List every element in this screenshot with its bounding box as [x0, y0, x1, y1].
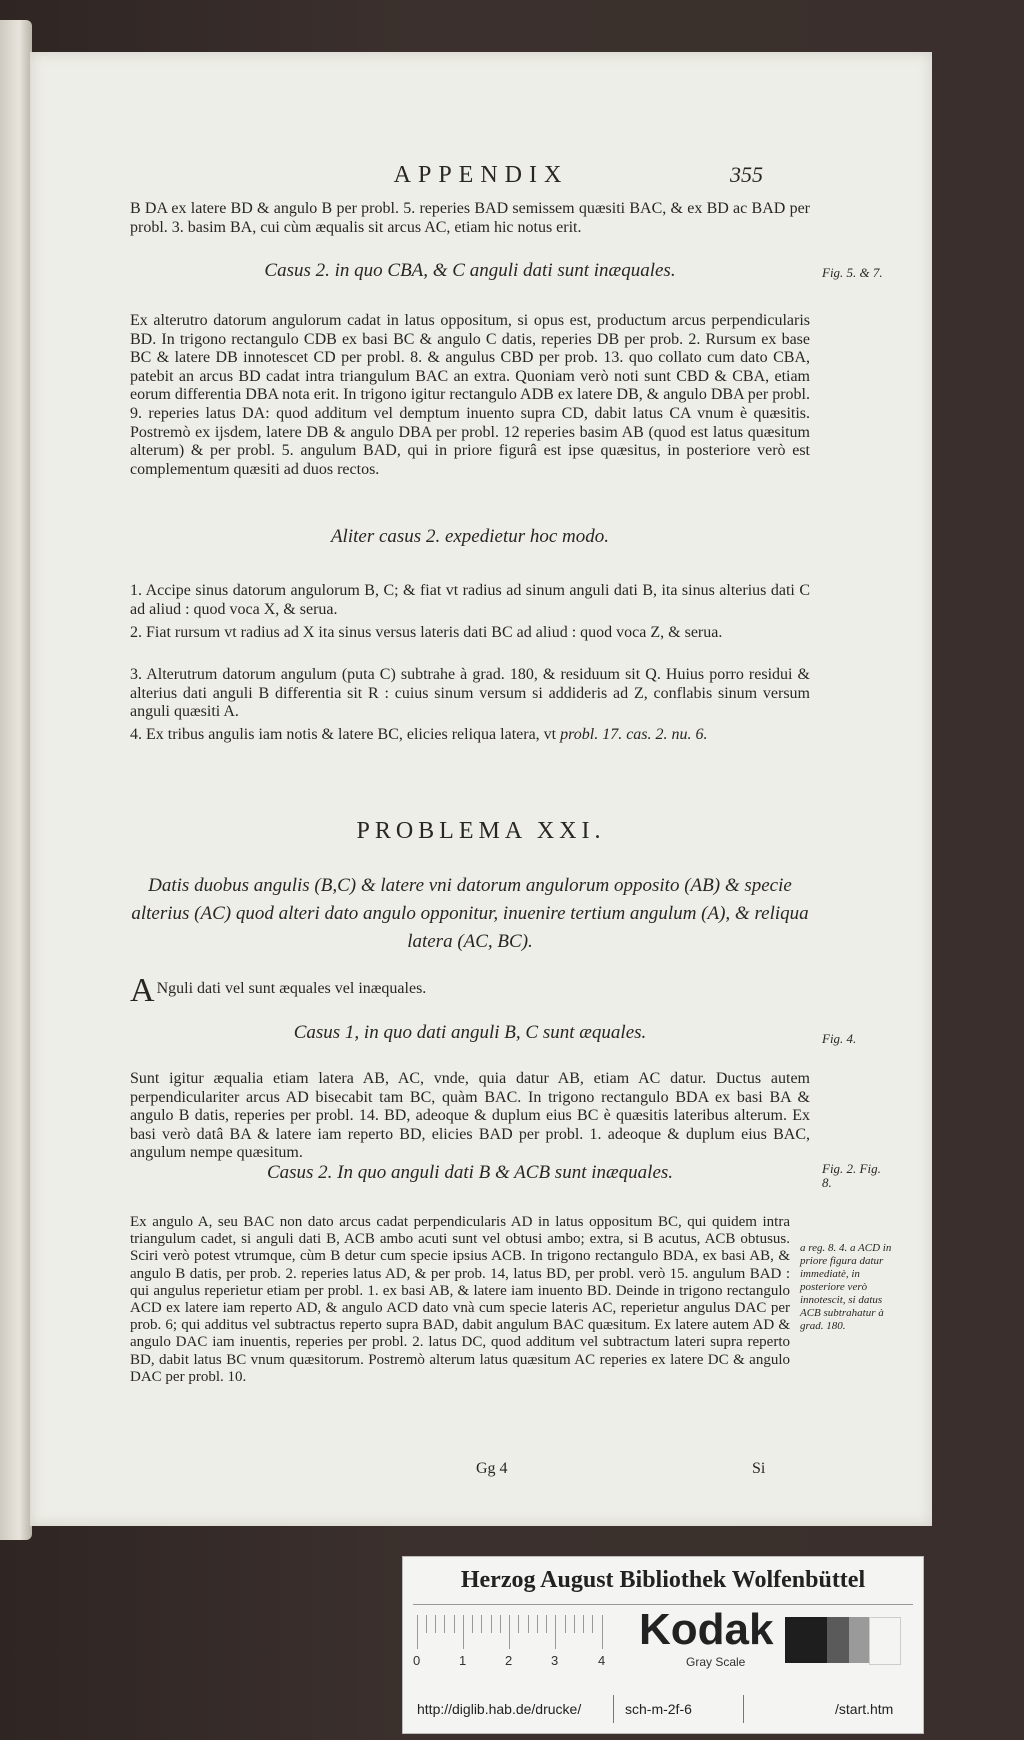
- kodak-color-card: [402, 1556, 924, 1734]
- casus2b-heading: Casus 2. In quo anguli dati B & ACB sunt inæquales.: [266, 1162, 674, 1183]
- scale-ruler: [417, 1615, 603, 1649]
- page-number: 355: [730, 162, 763, 187]
- angles-intro: [130, 972, 810, 1009]
- catchword: Si: [752, 1460, 766, 1477]
- running-header: APPENDIX: [393, 162, 569, 188]
- list-item-2: 2. Fiat rursum vt radius ad X ita sinus versus lateris dati BC ad aliud : quod voca Z, & serua.: [130, 624, 723, 641]
- url-separator: [613, 1695, 614, 1723]
- scale-number: 1: [459, 1653, 467, 1668]
- problem-title: PROBLEMA XXI.: [356, 818, 606, 844]
- list-item-4-ref: probl. 17. cas. 2. nu. 6.: [560, 726, 708, 743]
- kodak-logo: Kodak: [639, 1605, 774, 1654]
- url-start: /start.htm: [835, 1701, 894, 1717]
- casus1-body: Sunt igitur æqualia etiam latera AB, AC, vnde, quia datur AB, etiam AC datur. Ductus autem perpendiculariter arcus AD bisecabit tam BC, quàm BAC. In trigono rectangulo BDA ex basi BA & angulo B datis, reperies per probl. 14. BD, adeoque & duplum eius BC è quæsitis lateribus alterum. Ex basi verò datâ BA & latere iam reperto BD, elicies BAD per probl. 1. adeoque & duplum eius BAC, angulum nempe quæsitum.: [130, 1070, 810, 1162]
- drop-cap: A: [130, 972, 155, 1009]
- swatch-white: [869, 1617, 901, 1665]
- angles-intro-text: Nguli dati vel sunt æquales vel inæquales.: [156, 980, 427, 997]
- previous-page-edge: [0, 20, 32, 1540]
- intro-paragraph: B DA ex latere BD & angulo B per probl. 5. reperies BAD semissem quæsiti BAC, & ex BD ac BAD per probl. 3. basim BA, cui cùm æqualis sit arcus AC, etiam hic notus erit.: [130, 200, 810, 236]
- casus2-heading: Casus 2. in quo CBA, & C anguli dati sunt inæquales.: [264, 260, 676, 281]
- scale-number: 2: [505, 1653, 513, 1668]
- scale-number: 0: [413, 1653, 421, 1668]
- library-name: Herzog August Bibliothek Wolfenbüttel: [460, 1567, 866, 1593]
- problem-statement: Datis duobus angulis (B,C) & latere vni datorum angulorum opposito (AB) & specie alterius (AC) quod alteri dato angulo opponitur, inuenire tertium angulum (A), & reliqua latera (AC, BC).: [131, 875, 809, 952]
- list-item-4: [130, 726, 810, 745]
- signature-mark: Gg 4: [476, 1460, 508, 1477]
- swatch-black: [785, 1617, 827, 1663]
- casus2-margin-note: Fig. 5. & 7.: [822, 265, 883, 280]
- casus1-heading: Casus 1, in quo dati anguli B, C sunt æquales.: [293, 1022, 647, 1043]
- url-base: http://diglib.hab.de/drucke/: [417, 1701, 582, 1717]
- gray-scale-label: Gray Scale: [686, 1655, 746, 1669]
- casus2b-body: Ex angulo A, seu BAC non dato arcus cadat perpendicularis AD in latus oppositum BC, qui quidem intra triangulum cadet, si anguli dati B, ACB ambo acuti sunt vel obtusi ambo; extra, si B acutus, ACB obtusus. Sciri verò potest vtrumque, cùm B detur cum specie ipsius ACB. In trigono rectangulo BDA, ex basi AB, & angulo B datis, per prob. 2. reperies latus AD, & per prob. 14, latus BD, per probl. verò 15. angulum BAD : qui angulus reperietur etiam per probl. 1. ex basi AB, & latere iam inuento BD. Deinde in trigono rectangulo ACD ex latere iam reperto AD, & angulo ACD dato vnà cum specie lateris AC, reperietur angulus DAC per prob. 6; qui additus vel subtractus reperto supra BAD, dabit angulum BAC quæsitum. Ex latere autem AD & angulo DAC iam inuentis, reperies per probl. 2. latus DC, quod additum vel subtractum lateri supra reperto BD, dabit latus BC vnum quæsitorum. Postremò alterum latus quæsitum AC reperies ex latere DC & angulo DAC per probl. 10.: [130, 1214, 790, 1385]
- url-separator: [743, 1695, 744, 1723]
- casus2-body: Ex alterutro datorum angulorum cadat in latus oppositum, si opus est, productum arcus perpendicularis BD. In trigono rectangulo CDB ex basi BC & angulo C datis, reperies DB per prob. 2. Rursum ex base BC & latere DB innotescet CD per probl. 8. & angulus CBD per prob. 13. quo collato cum dato CBA, patebit an arcus BD cadat intra triangulum BAC an extra. Quoniam verò noti sunt CBD & CBA, etiam eorum differentia DBA nota erit. In trigono igitur rectangulo ADB ex latere DB, & angulo DBA per probl. 9. reperies latus DA: quod additum vel demptum inuento supra CD, dabit latus CA vnum è quæsitis. Postremò ex ijsdem, latere DB & angulo DBA per probl. 12 reperies basim AB (quod est latus quæsitum alterum) & per probl. 5. angulum BAD, qui in priore figurâ est ipse quæsitus, in posteriore verò est complementum quæsiti ad duos rectos.: [130, 312, 810, 478]
- scale-number: 3: [551, 1653, 559, 1668]
- aliter-heading: Aliter casus 2. expedietur hoc modo.: [330, 526, 610, 547]
- url-shelfmark: sch-m-2f-6: [625, 1701, 692, 1717]
- book-page: [30, 52, 932, 1526]
- list-item-3: 3. Alterutrum datorum angulum (puta C) subtrahe à grad. 180, & residuum sit Q. Huius porro residui & alterius dati anguli B differentia sit R : cuius sinum versum si addideris ad Z, conflabis sinum versum anguli quæsiti A.: [130, 666, 810, 721]
- right-margin-notes: a reg. 8. 4. a ACD in priore figura datur immediatè, in posteriore verò innotescit, si datus ACB subtrahatur à grad. 180.: [800, 1242, 892, 1332]
- list-item-4-text: 4. Ex tribus angulis iam notis & latere BC, elicies reliqua latera, vt: [130, 726, 557, 743]
- scale-number: 4: [598, 1653, 606, 1668]
- list-item-1: 1. Accipe sinus datorum angulorum B, C; & fiat vt radius ad sinum anguli dati B, ita sinus alterius dati C ad aliud : quod voca X, & serua.: [130, 582, 810, 618]
- casus2b-margin-note: Fig. 2. Fig. 8.: [822, 1161, 881, 1190]
- swatch-mid-gray: [849, 1617, 869, 1663]
- casus1-margin-note: Fig. 4.: [822, 1031, 857, 1046]
